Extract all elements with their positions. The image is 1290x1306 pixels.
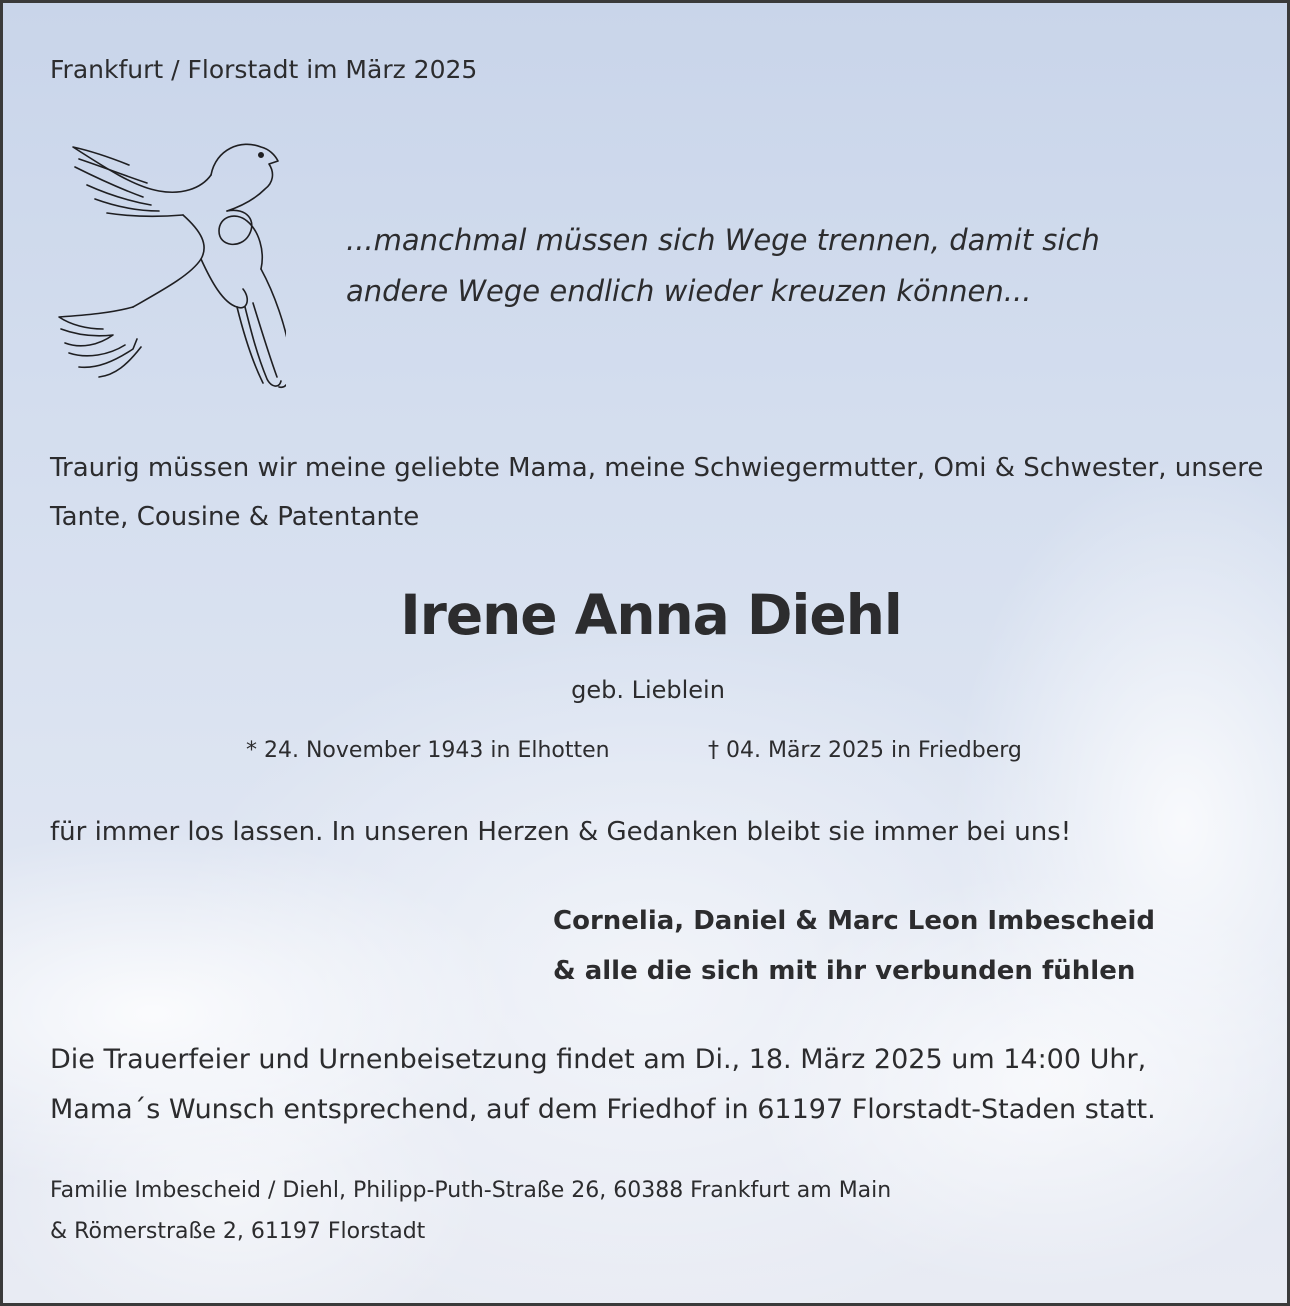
service-line-1: Die Trauerfeier und Urnenbeisetzung findet am Di., 18. März 2025 um 14:00 Uhr,	[50, 1044, 1147, 1075]
deceased-name: Irene Anna Diehl	[400, 583, 902, 647]
dove-icon	[51, 131, 286, 393]
quote-line-1: ...manchmal müssen sich Wege trennen, damit sich	[346, 223, 1100, 257]
service-line-2: Mama´s Wunsch entsprechend, auf dem Friedhof in 61197 Florstadt-Staden statt.	[50, 1094, 1156, 1125]
signers-line-2: & alle die sich mit ihr verbunden fühlen	[553, 956, 1136, 986]
quote-line-2: andere Wege endlich wieder kreuzen können...	[346, 274, 1032, 308]
death-date: † 04. März 2025 in Friedberg	[708, 738, 1022, 763]
signers-line-1: Cornelia, Daniel & Marc Leon Imbescheid	[553, 906, 1155, 936]
intro-line-2: Tante, Cousine & Patentante	[50, 502, 420, 532]
address-line-1: Familie Imbescheid / Diehl, Philipp-Puth-Straße 26, 60388 Frankfurt am Main	[50, 1178, 892, 1203]
place-date: Frankfurt / Florstadt im März 2025	[50, 55, 478, 84]
intro-line-1: Traurig müssen wir meine geliebte Mama, meine Schwiegermutter, Omi & Schwester, unsere	[50, 453, 1264, 483]
address-line-2: & Römerstraße 2, 61197 Florstadt	[50, 1219, 426, 1244]
farewell-text: für immer los lassen. In unseren Herzen & Gedanken bleibt sie immer bei uns!	[50, 817, 1072, 847]
maiden-name: geb. Lieblein	[571, 676, 725, 704]
birth-date: * 24. November 1943 in Elhotten	[246, 738, 610, 763]
